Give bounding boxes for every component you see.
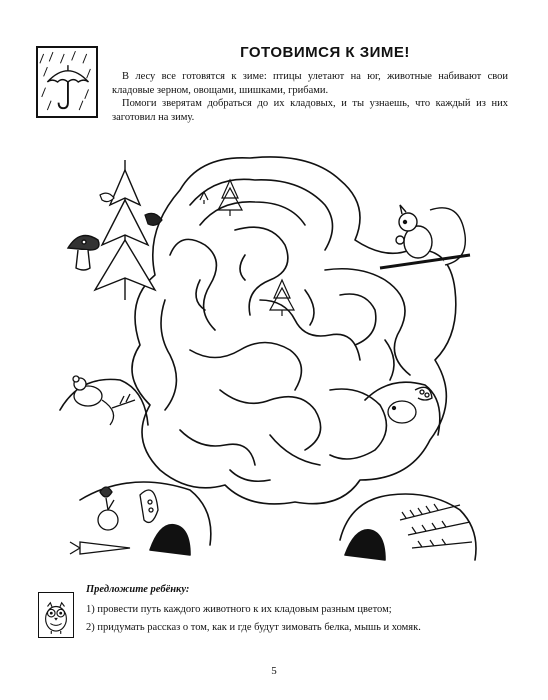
intro-text <box>112 70 508 124</box>
list-item: 2) придумать рассказ о том, как и где будут зимовать белка, мышь и хомяк. <box>86 622 421 633</box>
tips-heading: Предложите ребёнку: <box>86 584 190 595</box>
page-number: 5 <box>271 665 277 677</box>
maze-with-animals <box>40 150 510 570</box>
owl-icon <box>38 592 74 638</box>
list-item: 1) провести путь каждого животного к их кладовым разным цветом; <box>86 604 392 615</box>
umbrella-rain-icon <box>36 46 98 118</box>
tips-list <box>86 601 506 637</box>
page-title: ГОТОВИМСЯ К ЗИМЕ! <box>240 44 410 61</box>
intro-paragraph: Помоги зверятам добраться до их кладовых, и ты узнаешь, что каждый из них заготовил на зиму. <box>112 98 508 123</box>
intro-paragraph: В лесу все готовятся к зиме: птицы улетают на юг, животные набивают свои кладовые зерном, овощами, шишками, грибами. <box>112 71 508 96</box>
